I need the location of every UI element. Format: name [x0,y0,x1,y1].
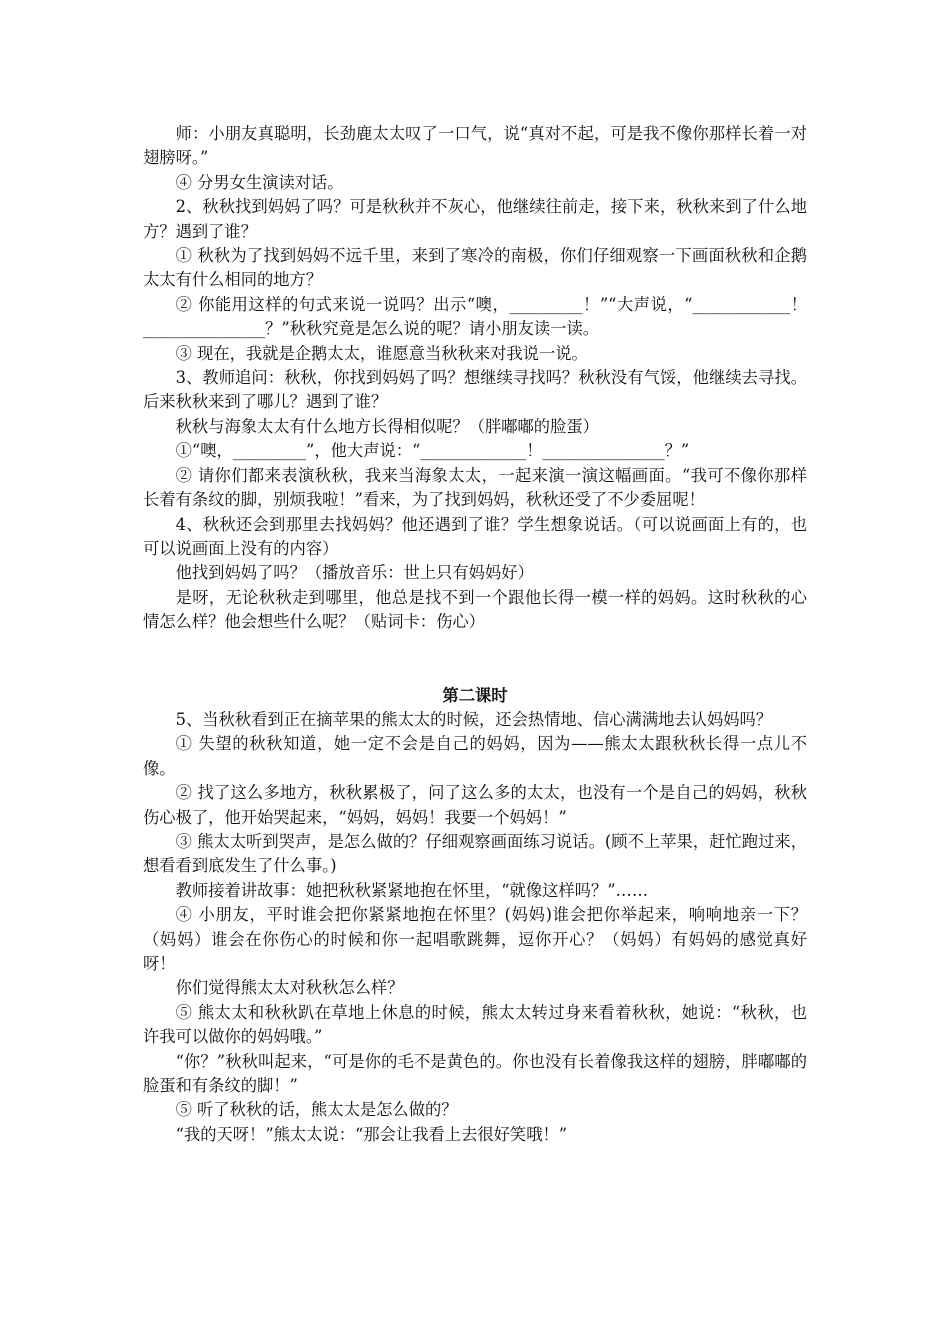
paragraph: “你？”秋秋叫起来，“可是你的毛不是黄色的。你也没有长着像我这样的翅膀，胖嘟嘟的脸蛋和有条纹的脚！” [143,1051,807,1096]
section-spacer [143,635,807,684]
paragraph: 秋秋与海象太太有什么地方长得相似呢？（胖嘟嘟的脸蛋） [175,416,599,436]
paragraph: 你们觉得熊太太对秋秋怎么样？ [175,978,404,998]
paragraph: “我的天呀！”熊太太说：“那会让我看上去很好笑哦！” [175,1124,568,1144]
paragraph: 2、秋秋找到妈妈了吗？可是秋秋并不灰心，他继续往前走，接下来，秋秋来到了什么地方？遇到了谁？ [143,197,807,241]
paragraph: 师：小朋友真聪明，长劲鹿太太叹了一口气，说“真对不起，可是我不像你那样长着一对翅膀呀。” [143,124,807,168]
paragraph: ① 秋秋为了找到妈妈不远千里，来到了寒冷的南极，你们仔细观察一下画面秋秋和企鹅太太有什么相同的地方？ [143,246,807,290]
paragraph: ①“噢，_________”，他大声说：“_____________！_______________？” [175,441,690,461]
paragraph: ① 失望的秋秋知道，她一定不会是自己的妈妈，因为——熊太太跟秋秋长得一点儿不像。 [143,734,807,778]
paragraph: ⑤ 熊太太和秋秋趴在草地上休息的时候，熊太太转过身来看着秋秋，她说：“秋秋，也许我可以做你的妈妈哦。” [143,1002,807,1047]
paragraph: 是呀，无论秋秋走到哪里，他总是找不到一个跟他长得一模一样的妈妈。这时秋秋的心情怎么样？他会想些什么呢？（贴词卡：伤心） [143,587,807,632]
paragraph: ② 你能用这样的句式来说一说吗？出示“噢，_________！”“大声说，“____________！_______________？”秋秋究竟是怎么说的呢？请小朋友读一读。 [143,294,807,339]
paragraph: 他找到妈妈了吗？（播放音乐：世上只有妈妈好） [175,563,534,583]
paragraph: ⑤ 听了秋秋的话，熊太太是怎么做的？ [175,1100,458,1120]
paragraph: 教师接着讲故事：她把秋秋紧紧地抱在怀里，“就像这样吗？”…… [175,880,649,900]
paragraph: 3、教师追问：秋秋，你找到妈妈了吗？想继续寻找吗？秋秋没有气馁，他继续去寻找。后来秋秋来到了哪儿？遇到了谁？ [143,368,807,412]
section-title: 第二课时 [442,685,508,705]
paragraph: 5、当秋秋看到正在摘苹果的熊太太的时候，还会热情地、信心满满地去认妈妈吗？ [175,709,773,729]
paragraph: ④ 小朋友，平时谁会把你紧紧地抱在怀里？(妈妈)谁会把你举起来，响响地亲一下？（妈妈）谁会在你伤心的时候和你一起唱歌跳舞，逗你开心？（妈妈）有妈妈的感觉真好呀！ [143,905,807,973]
document-page [143,122,807,1147]
section-one [143,122,807,635]
paragraph: ③ 熊太太听到哭声，是怎么做的？仔细观察画面练习说话。(顾不上苹果，赶忙跑过来，想看看到底发生了什么事。) [143,831,807,876]
paragraph: 4、秋秋还会到那里去找妈妈？他还遇到了谁？学生想象说话。（可以说画面上有的，也可以说画面上没有的内容） [143,514,807,558]
paragraph: ② 请你们都来表演秋秋，我来当海象太太，一起来演一演这幅画面。“我可不像你那样长着有条纹的脚，别烦我啦！”看来，为了找到妈妈，秋秋还受了不少委屈呢！ [143,465,807,510]
section-two [143,684,807,1148]
paragraph: ② 找了这么多地方，秋秋累极了，问了这么多的太太，也没有一个是自己的妈妈，秋秋伤心极了，他开始哭起来，“妈妈，妈妈！我要一个妈妈！” [143,783,807,827]
paragraph: ④ 分男女生演读对话。 [175,172,344,192]
paragraph: ③ 现在，我就是企鹅太太，谁愿意当秋秋来对我说一说。 [175,343,588,363]
